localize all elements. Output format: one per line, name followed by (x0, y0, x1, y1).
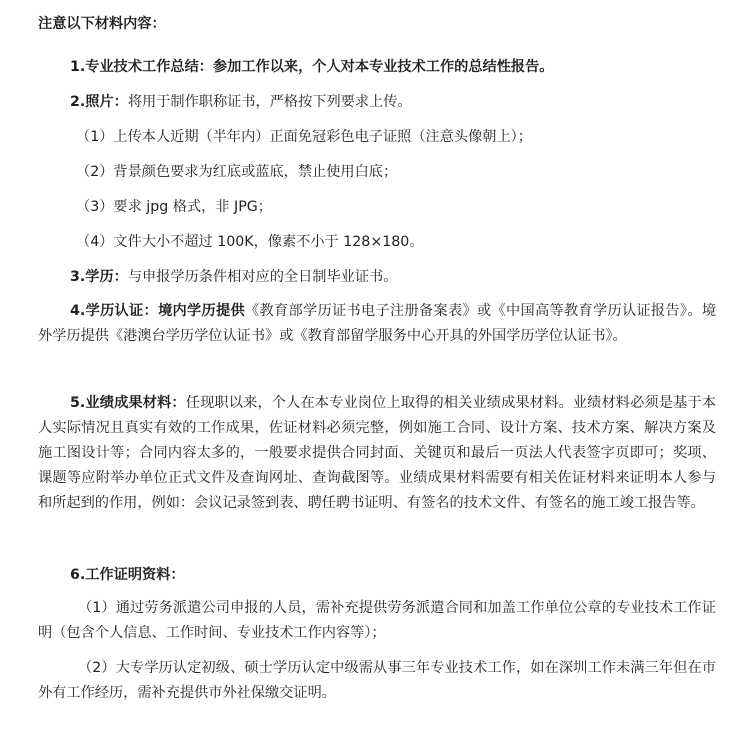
item-3-label: 3.学历： (70, 269, 128, 285)
item-1-text: 参加工作以来，个人对本专业技术工作的总结性报告。 (212, 59, 554, 75)
item-2-sub-1: （1）上传本人近期（半年内）正面免冠彩色电子证照（注意头像朝上）； (76, 129, 532, 145)
item-2-text: 将用于制作职称证书，严格按下列要求上传。 (127, 94, 412, 110)
item-5 (38, 391, 716, 516)
item-5-label: 5.业绩成果材料： (70, 395, 186, 411)
item-6 (70, 565, 185, 585)
item-6-sub-2: （2）大专学历认定初级、硕士学历认定中级需从事三年专业技术工作，如在深圳工作未满三年但在市外有工作经历，需补充提供市外社保缴交证明。 (38, 660, 716, 701)
item-3 (70, 267, 397, 287)
document-title: 注意以下材料内容： (38, 16, 166, 32)
item-4-text: 《教育部学历证书电子注册备案表》或《中国高等教育学历认证报告》。境外学历提供《港澳台学历学位认证书》或《教育部留学服务中心开具的外国学历学位认证书》。 (38, 303, 717, 344)
item-4-text-bold: 境内学历提供 (158, 303, 246, 319)
item-4-label: 4.学历认证： (70, 303, 159, 319)
item-1 (70, 57, 553, 77)
item-2-sub-2: （2）背景颜色要求为红底或蓝底，禁止使用白底； (76, 164, 398, 180)
item-2-sub-3: （3）要求 jpg 格式，非 JPG； (76, 199, 272, 215)
item-2-sub-4: （4）文件大小不超过 100K，像素不小于 128×180。 (76, 234, 424, 250)
item-6-label: 6.工作证明资料： (70, 567, 185, 583)
item-3-text: 与申报学历条件相对应的全日制毕业证书。 (127, 269, 398, 285)
item-1-label: 1.专业技术工作总结： (70, 59, 213, 75)
item-5-text: 任现职以来，个人在本专业岗位上取得的相关业绩成果材料。业绩材料必须是基于本人实际情况且真实有效的工作成果，佐证材料必须完整，例如施工合同、设计方案、技术方案、解决方案及施工图设计等；合同内容太多的，一般要求提供合同封面、关键页和最后一页法人代表签字页即可；奖项、课题等应附举办单位正式文件及查询网址、查询截图等。业绩成果材料需要有相关佐证材料来证明本人参与和所起到的作用，例如：会议记录签到表、聘任聘书证明、有签名的技术文件、有签名的施工竣工报告等。 (38, 395, 716, 511)
item-6-sub-1: （1）通过劳务派遣公司申报的人员，需补充提供劳务派遣合同和加盖工作单位公章的专业技术工作证明（包含个人信息、工作时间、专业技术工作内容等）； (38, 600, 716, 641)
item-4 (38, 299, 716, 349)
item-2 (70, 92, 412, 112)
item-2-label: 2.照片： (70, 94, 128, 110)
